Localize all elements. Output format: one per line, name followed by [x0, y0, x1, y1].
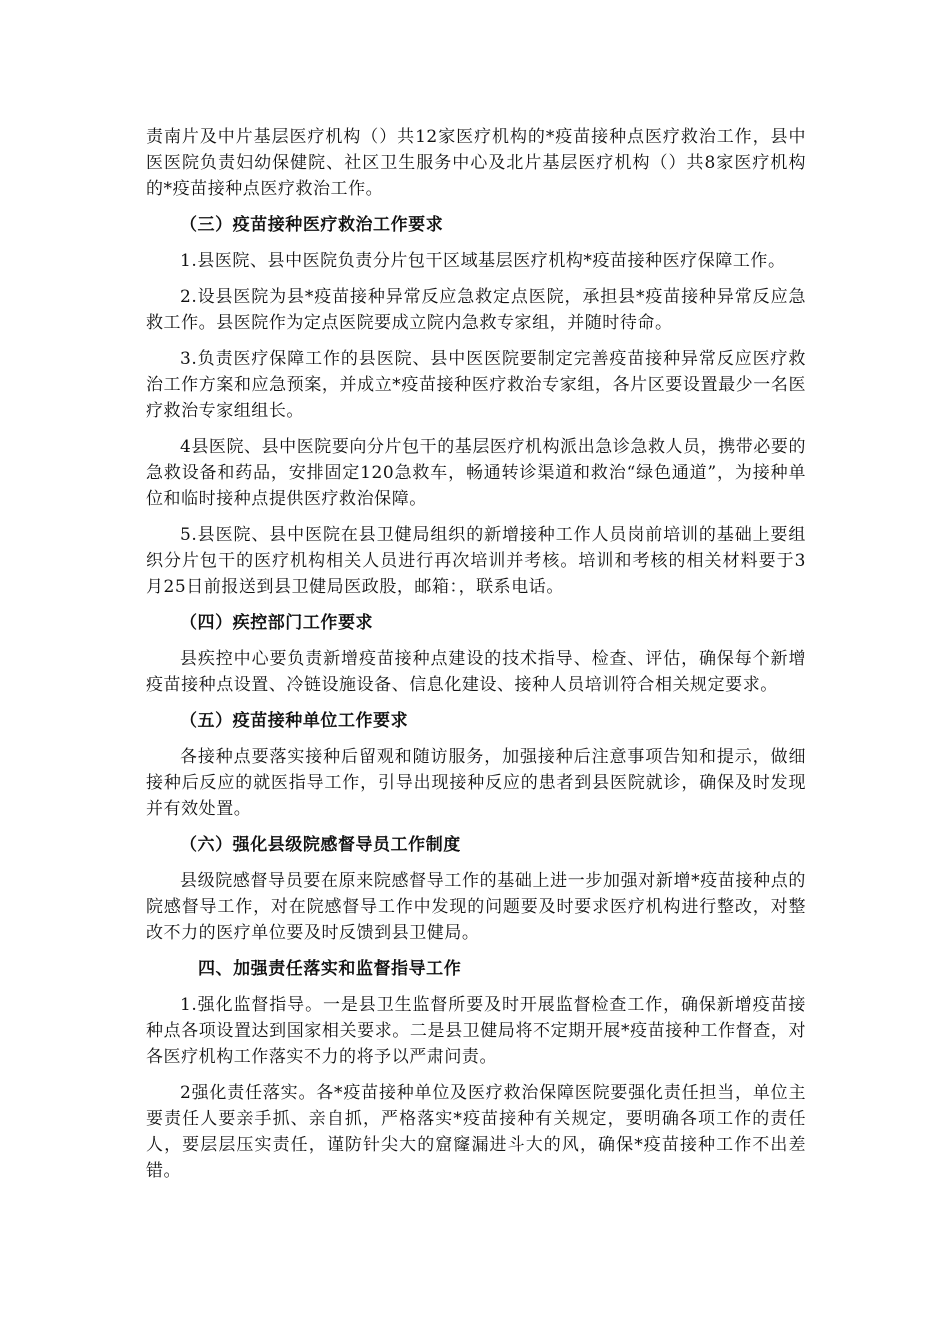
paragraph: 3.负责医疗保障工作的县医院、县中医医院要制定完善疫苗接种异常反应医疗救治工作方案和应急预案，并成立*疫苗接种医疗救治专家组，各片区要设置最少一名医疗救治专家组组长。	[146, 349, 806, 421]
paragraph: 2.设县医院为县*疫苗接种异常反应急救定点医院，承担县*疫苗接种异常反应急救工作。县医院作为定点医院要成立院内急救专家组，并随时待命。	[146, 287, 806, 333]
paragraph: 县疾控中心要负责新增疫苗接种点建设的技术指导、检查、评估，确保每个新增疫苗接种点设置、冷链设施设备、信息化建设、接种人员培训符合相关规定要求。	[146, 649, 806, 695]
paragraph: 各接种点要落实接种后留观和随访服务，加强接种后注意事项告知和提示，做细接种后反应的就医指导工作，引导出现接种反应的患者到县医院就诊，确保及时发现并有效处置。	[146, 747, 806, 819]
paragraph: 责南片及中片基层医疗机构（）共12家医疗机构的*疫苗接种点医疗救治工作，县中医医院负责妇幼保健院、社区卫生服务中心及北片基层医疗机构（）共8家医疗机构的*疫苗接种点医疗救治工作。	[146, 127, 806, 199]
paragraph: 5.县医院、县中医院在县卫健局组织的新增接种工作人员岗前培训的基础上要组织分片包干的医疗机构相关人员进行再次培训并考核。培训和考核的相关材料要于3月25日前报送到县卫健局医政股，邮箱：，联系电话。	[146, 525, 806, 597]
section-heading: （五）疫苗接种单位工作要求	[180, 711, 409, 731]
document-body	[146, 124, 806, 1194]
paragraph: 1.强化监督指导。一是县卫生监督所要及时开展监督检查工作，确保新增疫苗接种点各项设置达到国家相关要求。二是县卫健局将不定期开展*疫苗接种工作督查，对各医疗机构工作落实不力的将予以严肃问责。	[146, 995, 806, 1067]
section-heading: （三）疫苗接种医疗救治工作要求	[180, 215, 444, 235]
section-heading: （六）强化县级院感督导员工作制度	[180, 835, 461, 855]
paragraph: 县级院感督导员要在原来院感督导工作的基础上进一步加强对新增*疫苗接种点的院感督导工作，对在院感督导工作中发现的问题要及时要求医疗机构进行整改，对整改不力的医疗单位要及时反馈到县卫健局。	[146, 871, 806, 943]
section-heading: （四）疾控部门工作要求	[180, 613, 374, 633]
paragraph: 1.县医院、县中医院负责分片包干区域基层医疗机构*疫苗接种医疗保障工作。	[180, 251, 786, 271]
chapter-heading: 四、加强责任落实和监督指导工作	[198, 959, 462, 979]
paragraph: 2强化责任落实。各*疫苗接种单位及医疗救治保障医院要强化责任担当，单位主要责任人要亲手抓、亲自抓，严格落实*疫苗接种有关规定，要明确各项工作的责任人，要层层压实责任，谨防针尖大的窟窿漏进斗大的风，确保*疫苗接种工作不出差错。	[146, 1083, 806, 1181]
paragraph: 4县医院、县中医院要向分片包干的基层医疗机构派出急诊急救人员，携带必要的急救设备和药品，安排固定120急救车，畅通转诊渠道和救治“绿色通道”，为接种单位和临时接种点提供医疗救治保障。	[146, 437, 806, 509]
